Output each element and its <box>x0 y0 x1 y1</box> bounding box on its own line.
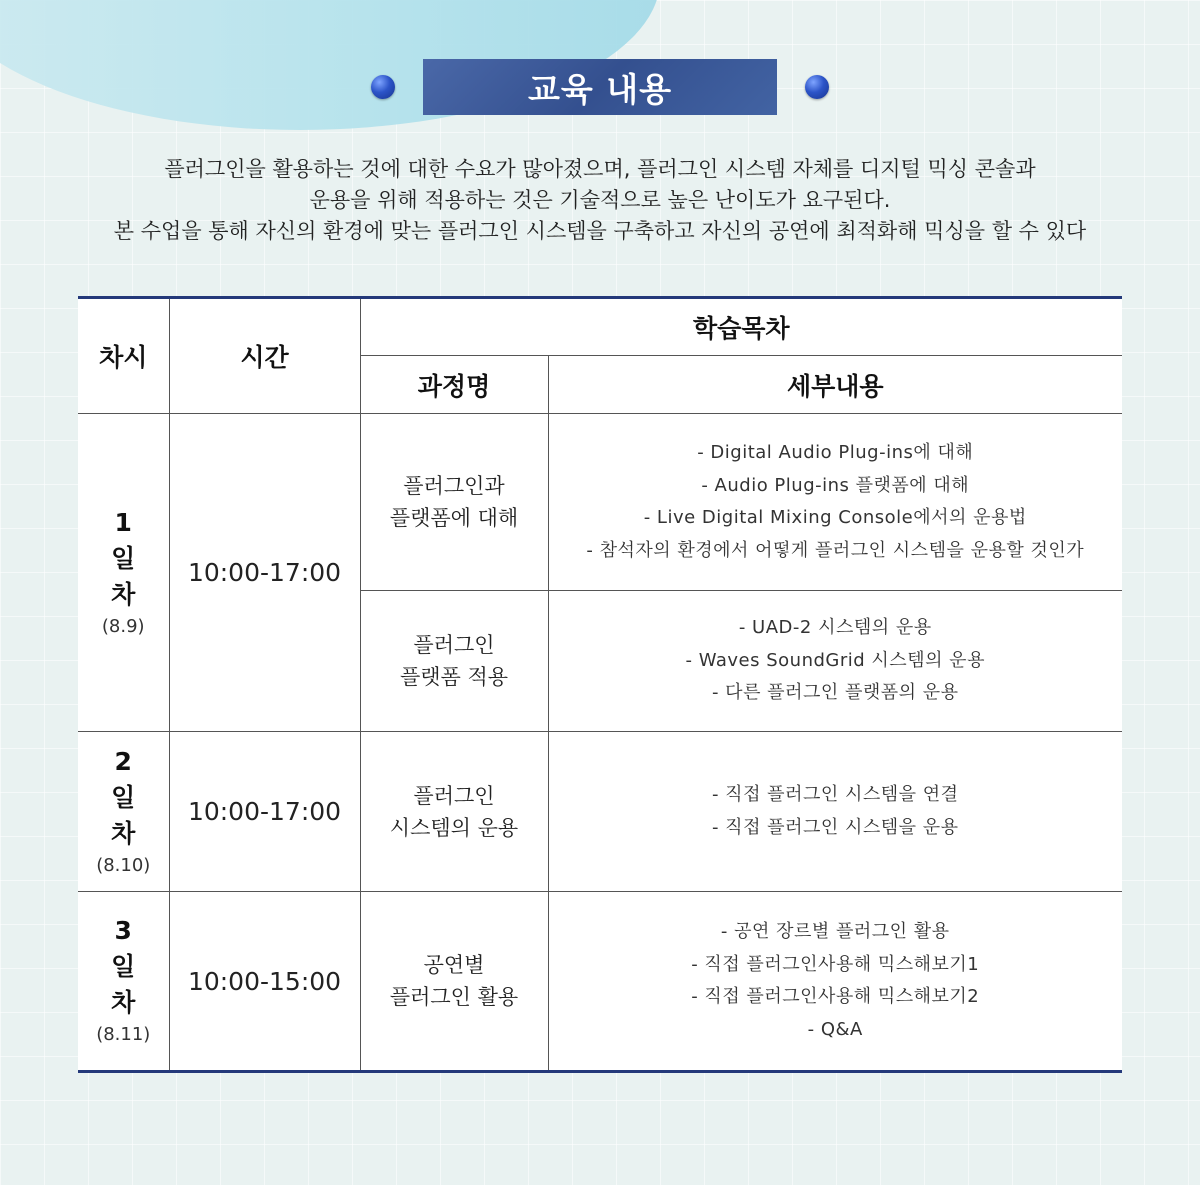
details-cell <box>548 414 1122 591</box>
intro-line: 운용을 위해 적용하는 것은 기술적으로 높은 난이도가 요구된다. <box>309 188 891 212</box>
intro-line: 본 수업을 통해 자신의 환경에 맞는 플러그인 시스템을 구축하고 자신의 공연에 최적화해 믹싱을 할 수 있다 <box>113 219 1087 243</box>
detail-item: - 참석자의 환경에서 어떻게 플러그인 시스템을 운용할 것인가 <box>586 539 1085 561</box>
course-name: 플러그인과 플랫폼에 대해 <box>360 414 548 591</box>
detail-item: - 다른 플러그인 플랫폼의 운용 <box>711 682 959 704</box>
detail-item: - 직접 플러그인사용해 믹스해보기1 <box>691 953 980 975</box>
header-session: 차시 <box>78 298 169 414</box>
header-curriculum: 학습목차 <box>360 298 1122 356</box>
section-title: 교육 내용 <box>423 59 777 115</box>
course-name: 플러그인 시스템의 운용 <box>360 732 548 892</box>
detail-item: - Q&A <box>807 1018 863 1040</box>
time-cell: 10:00-17:00 <box>169 732 360 892</box>
session-date: (8.9) <box>101 615 145 637</box>
course-name: 플러그인 플랫폼 적용 <box>360 591 548 732</box>
detail-item: - Live Digital Mixing Console에서의 운용법 <box>643 507 1027 528</box>
section-header <box>0 58 1200 116</box>
left-bullet-icon <box>371 75 395 99</box>
session-date: (8.10) <box>96 854 151 876</box>
header-time: 시간 <box>169 298 360 414</box>
detail-item: - 직접 플러그인 시스템을 연결 <box>711 784 959 805</box>
table-row <box>78 892 1122 1072</box>
detail-item: - 공연 장르별 플러그인 활용 <box>720 921 950 942</box>
detail-item: - Audio Plug-ins 플랫폼에 대해 <box>701 474 970 496</box>
time-cell: 10:00-15:00 <box>169 892 360 1072</box>
details-cell <box>548 591 1122 732</box>
detail-item: - 직접 플러그인사용해 믹스해보기2 <box>691 986 980 1007</box>
detail-item: - UAD-2 시스템의 운용 <box>738 617 932 639</box>
schedule-table <box>78 296 1122 1073</box>
table-row <box>78 732 1122 892</box>
detail-item: - 직접 플러그인 시스템을 운용 <box>711 816 959 838</box>
intro-line: 플러그인을 활용하는 것에 대한 수요가 많아졌으며, 플러그인 시스템 자체를 디지털 믹싱 콘솔과 <box>164 157 1036 181</box>
session-cell: 1 일 차 (8.9) <box>78 414 169 732</box>
time-cell: 10:00-17:00 <box>169 414 360 732</box>
course-name: 공연별 플러그인 활용 <box>360 892 548 1072</box>
detail-item: - Digital Audio Plug-ins에 대해 <box>697 442 974 463</box>
details-cell <box>548 892 1122 1072</box>
header-course: 과정명 <box>360 356 548 414</box>
right-bullet-icon <box>805 75 829 99</box>
intro-paragraph <box>0 154 1200 247</box>
header-details: 세부내용 <box>548 356 1122 414</box>
details-cell <box>548 732 1122 892</box>
session-cell: 3 일 차 (8.11) <box>78 892 169 1072</box>
session-date: (8.11) <box>96 1024 151 1045</box>
table-row <box>78 414 1122 591</box>
session-cell: 2 일 차 (8.10) <box>78 732 169 892</box>
detail-item: - Waves SoundGrid 시스템의 운용 <box>685 649 985 671</box>
